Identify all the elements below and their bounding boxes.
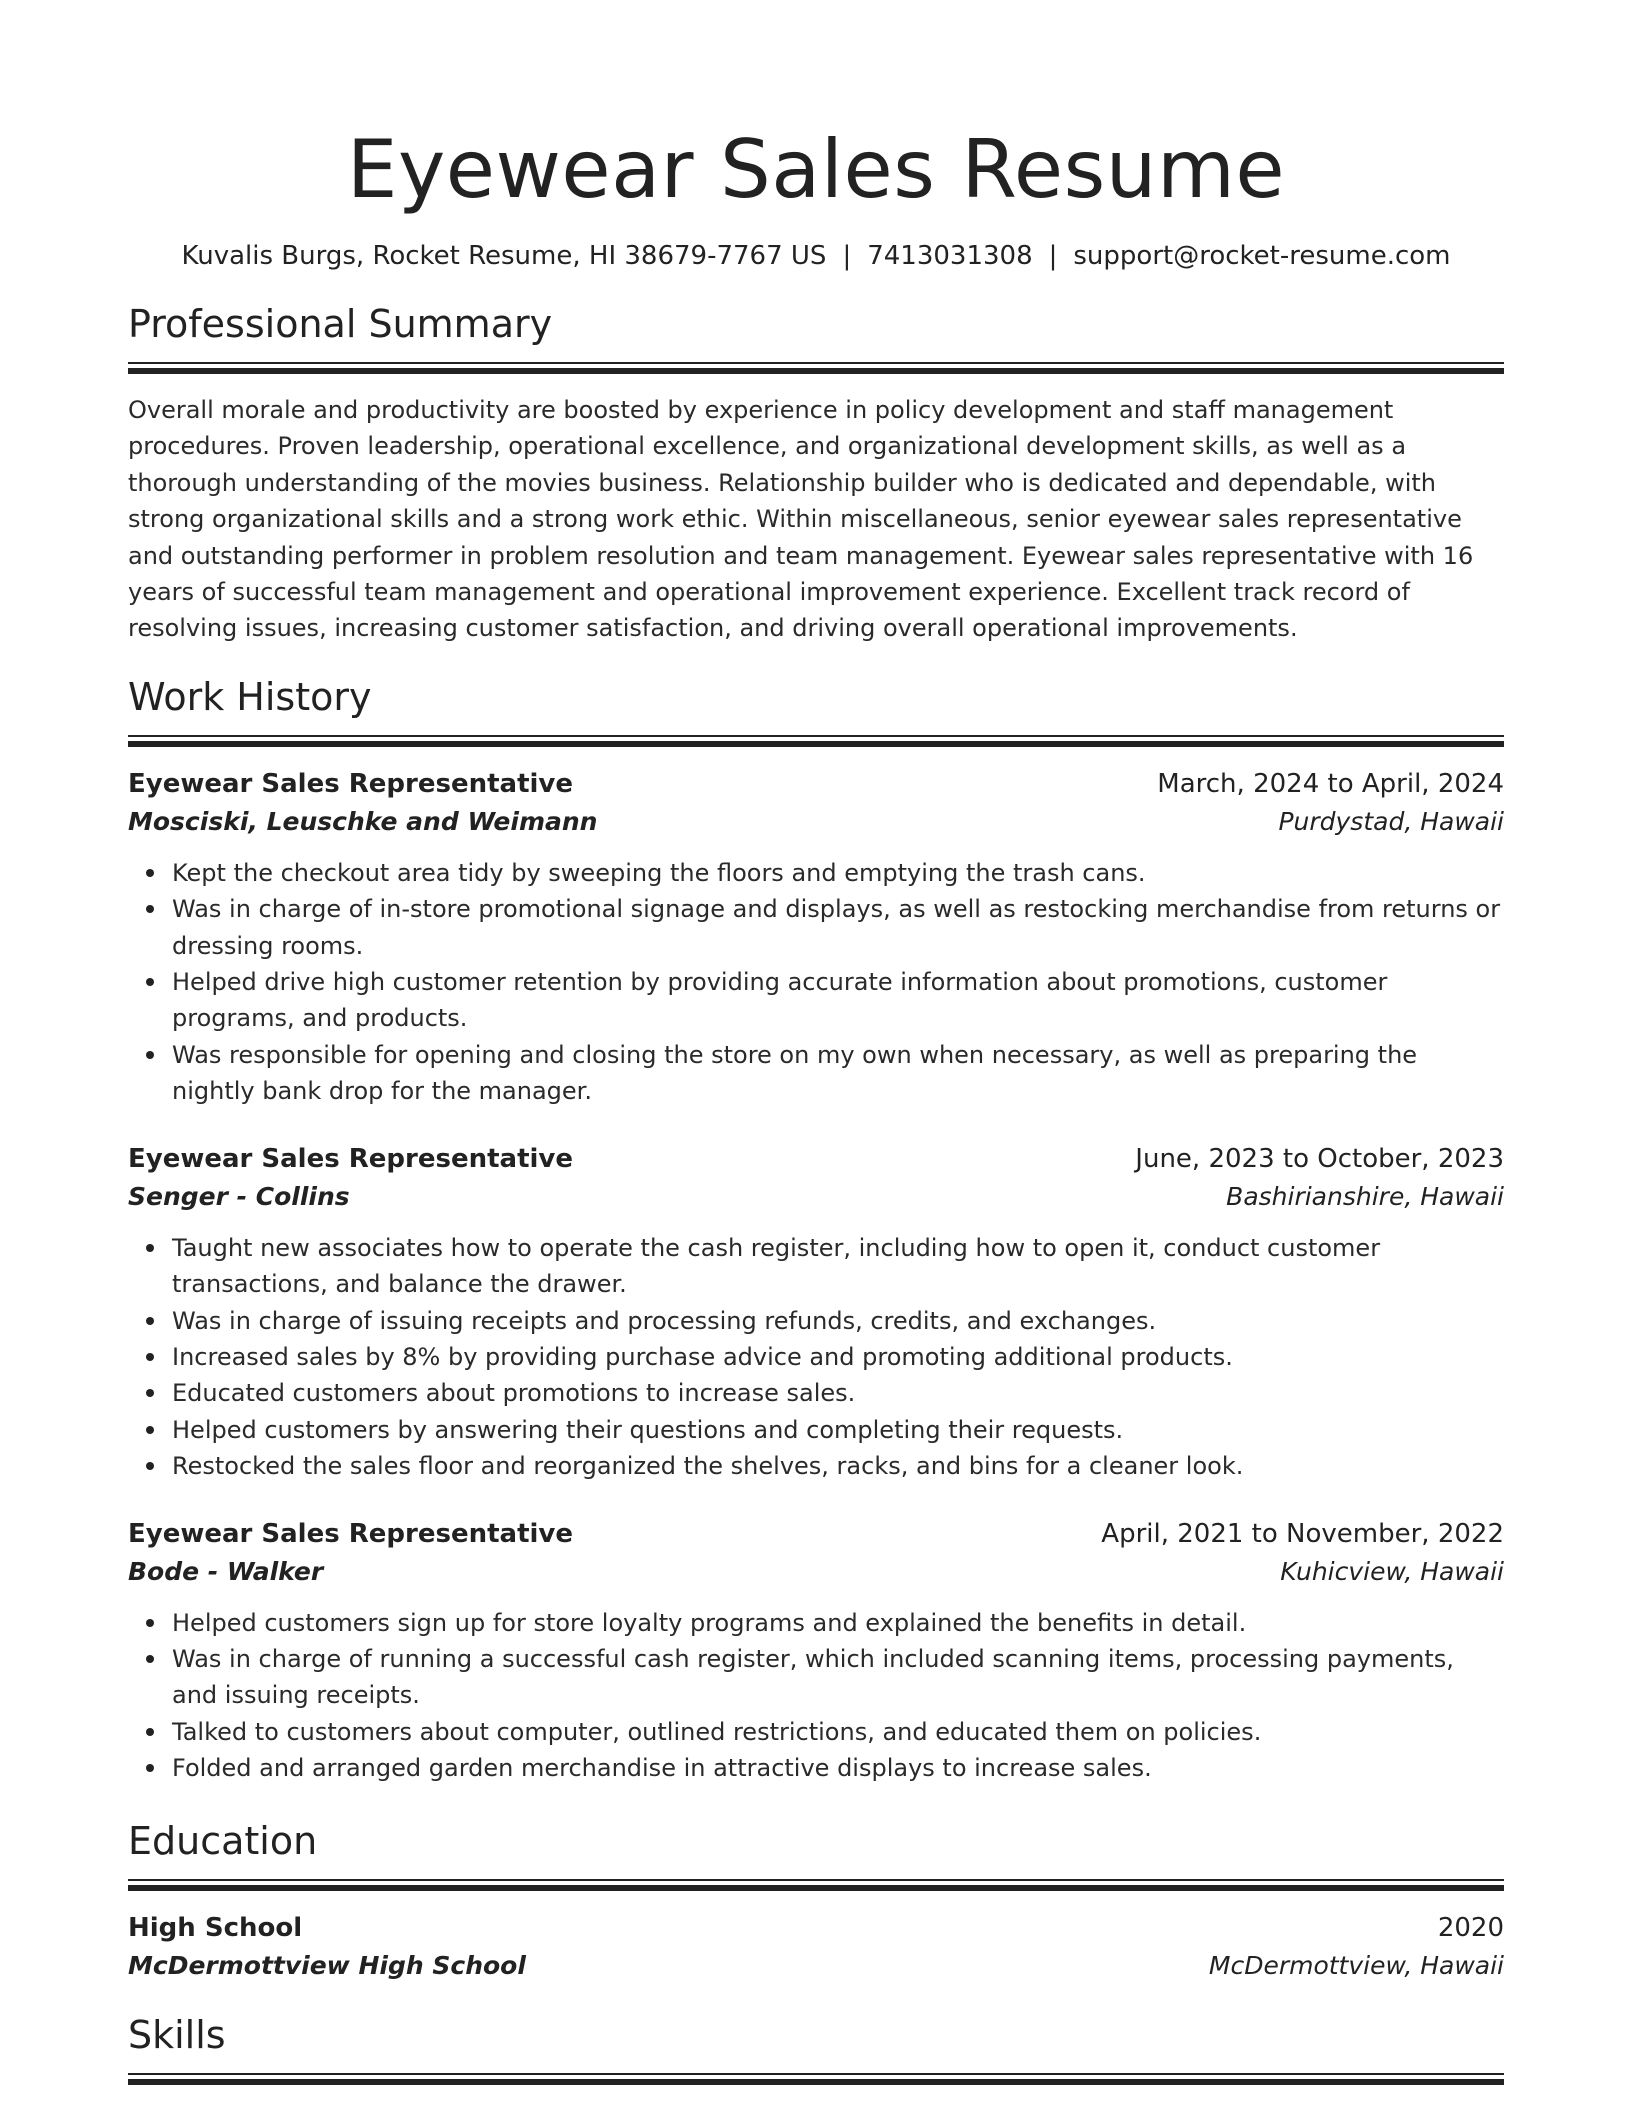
job-bullet-list [128, 855, 1504, 1110]
job-entry [128, 765, 1504, 1110]
job-header-row [128, 1515, 1504, 1553]
job-bullet: Helped customers by answering their questions and completing their requests. [172, 1412, 1504, 1448]
job-bullet-list [128, 1230, 1504, 1485]
education-degree: High School [128, 1912, 303, 1943]
section-professional-summary [128, 300, 1504, 647]
job-employer: Bode - Walker [128, 1556, 324, 1586]
job-bullet: Educated customers about promotions to increase sales. [172, 1375, 1504, 1411]
job-employer-row [128, 1178, 1504, 1216]
job-bullet: Helped customers sign up for store loyalty programs and explained the benefits in detail. [172, 1605, 1504, 1641]
section-work-history [128, 673, 1504, 1787]
education-degree-row [128, 1909, 1504, 1947]
job-employer: Senger - Collins [128, 1181, 350, 1211]
section-divider [128, 362, 1504, 374]
job-dates: April, 2021 to November, 2022 [1101, 1518, 1504, 1549]
job-title: Eyewear Sales Representative [128, 768, 573, 799]
education-school-row [128, 1947, 1504, 1985]
summary-text: Overall morale and productivity are boosted by experience in policy development and staff management procedures. Proven leadership, operational excellence, and organizational development skills, as well as a thorough understanding of the movies business. Relationship builder who is dedicated and dependable, with strong organizational skills and a strong work ethic. Within miscellaneous, senior eyewear sales representative and outstanding performer in problem resolution and team management. Eyewear sales representative with 16 years of successful team management and operational improvement experience. Excellent track record of resolving issues, increasing customer satisfaction, and driving overall operational improvements. [128, 396, 1474, 643]
section-heading-skills: Skills [128, 2012, 226, 2057]
job-employer-row [128, 1553, 1504, 1591]
section-divider [128, 2073, 1504, 2085]
job-entry [128, 1140, 1504, 1485]
job-header-row [128, 1140, 1504, 1178]
education-location: McDermottview, Hawaii [1208, 1950, 1504, 1980]
job-location: Kuhicview, Hawaii [1280, 1556, 1504, 1586]
contact-separator: | [842, 241, 852, 271]
job-location: Bashirianshire, Hawaii [1226, 1181, 1504, 1211]
job-location: Purdystad, Hawaii [1278, 806, 1504, 836]
job-bullet: Was responsible for opening and closing the store on my own when necessary, as well as preparing the nightly bank drop for the manager. [172, 1037, 1504, 1110]
job-title: Eyewear Sales Representative [128, 1143, 573, 1174]
job-header-row [128, 765, 1504, 803]
section-skills [128, 2011, 1504, 2085]
job-bullet: Restocked the sales floor and reorganized the shelves, racks, and bins for a cleaner look. [172, 1448, 1504, 1484]
section-heading-work-history: Work History [128, 674, 372, 719]
contact-separator: | [1048, 241, 1058, 271]
contact-address: Kuvalis Burgs, Rocket Resume, HI 38679-7767 US [181, 241, 827, 271]
job-bullet: Talked to customers about computer, outlined restrictions, and educated them on policies. [172, 1714, 1504, 1750]
job-bullet: Taught new associates how to operate the cash register, including how to open it, conduct customer transactions, and balance the drawer. [172, 1230, 1504, 1303]
contact-phone: 7413031308 [867, 241, 1033, 271]
job-bullet: Was in charge of in-store promotional signage and displays, as well as restocking merchandise from returns or dressing rooms. [172, 891, 1504, 964]
job-title: Eyewear Sales Representative [128, 1518, 573, 1549]
job-bullet: Was in charge of running a successful cash register, which included scanning items, processing payments, and issuing receipts. [172, 1641, 1504, 1714]
education-school: McDermottview High School [128, 1950, 526, 1980]
job-bullet: Folded and arranged garden merchandise in attractive displays to increase sales. [172, 1750, 1504, 1786]
section-heading-summary: Professional Summary [128, 302, 553, 346]
contact-email: support@rocket-resume.com [1073, 241, 1451, 271]
section-heading-education: Education [128, 1818, 318, 1863]
job-bullet-list [128, 1605, 1504, 1787]
job-bullet: Was in charge of issuing receipts and processing refunds, credits, and exchanges. [172, 1303, 1504, 1339]
job-employer-row [128, 803, 1504, 841]
job-dates: March, 2024 to April, 2024 [1157, 768, 1504, 799]
job-entry [128, 1515, 1504, 1787]
resume-title: Eyewear Sales Resume [346, 123, 1286, 216]
job-bullet: Helped drive high customer retention by providing accurate information about promotions, customer programs, and products. [172, 964, 1504, 1037]
section-divider [128, 1879, 1504, 1891]
contact-line [128, 238, 1504, 274]
education-year: 2020 [1437, 1912, 1504, 1943]
job-bullet: Increased sales by 8% by providing purchase advice and promoting additional products. [172, 1339, 1504, 1375]
job-dates: June, 2023 to October, 2023 [1135, 1143, 1504, 1174]
job-bullet: Kept the checkout area tidy by sweeping the floors and emptying the trash cans. [172, 855, 1504, 891]
job-employer: Mosciski, Leuschke and Weimann [128, 806, 598, 836]
section-divider [128, 735, 1504, 747]
section-education [128, 1817, 1504, 1985]
